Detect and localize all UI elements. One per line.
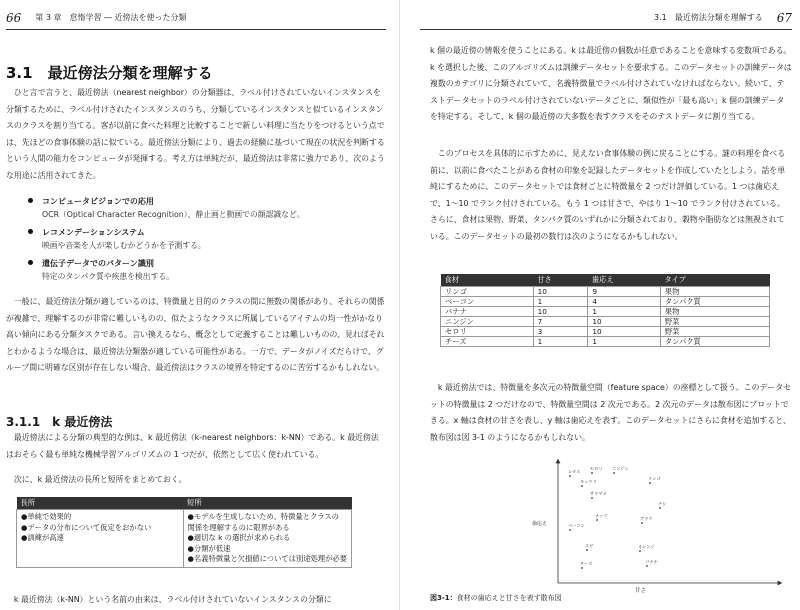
- caption-label: 図3-1：: [430, 594, 457, 602]
- bullet-desc: 映画や音楽を人が楽しむかどうかを予測する。: [42, 241, 206, 250]
- table-row: [441, 297, 770, 307]
- paragraph-3: k 最近傍法では、特徴量を多次元の特徴量空間（feature space）の座標として扱う。このデータセットの特徴量は 2 つだけなので、特徴量空間は 2 次元である。2 次元のデータは散布図にプロットできる。x 軸は食材の甘さを表し、y 軸は歯応えを表す。このデータセットにさらに食材を追加すると、散布図は図 3-1 のようになるかもしれない。: [430, 383, 792, 442]
- bottom-paragraph: k 最近傍法（k-NN）という名前の由来は、ラベル付けされていないインスタンスの分類に: [13, 595, 332, 604]
- scatter-point: [591, 472, 593, 474]
- pros-item: ●単純で効果的: [21, 512, 72, 521]
- scatter-point: [649, 482, 651, 484]
- scatter-point-label: ブドウ: [640, 516, 653, 521]
- table-cell: 3: [533, 327, 588, 337]
- general-paragraph: 一般に、最近傍法分類が適しているのは、特徴量と目的のクラスの間に無数の関係があり、それらの関係が複雑で、理解するのが非常に難しいものの、似たようなクラスに所属しているアイテムの均一性がかなり高い傾向にある分類タスクである。言い換えるなら、概念として定義することは難しいものの、見ればそれとわかるような場合は、最近傍法分類器が適している可能性がある。一方で、データがノイズだらけで、グループ間に明確な区別が存在しない場合、最近傍法はクラスの境界を特定するのに苦労するかもしれない。: [6, 297, 385, 373]
- pros-header: 長所: [17, 497, 184, 510]
- scatter-point-label: エビ: [585, 543, 594, 548]
- bullet-desc: 特定のタンパク質や疾患を検出する。: [42, 272, 174, 281]
- right-page: [400, 0, 800, 610]
- scatter-point: [591, 497, 593, 499]
- scatter-point-label: セロリ: [590, 466, 603, 471]
- table-cell: 10: [533, 307, 588, 317]
- list-item: [28, 257, 388, 284]
- table-cell: タンパク質: [660, 337, 769, 347]
- bullet-title: 遺伝子データでのパターン識別: [42, 259, 154, 268]
- table-cell: 野菜: [660, 317, 769, 327]
- table-row: [441, 287, 770, 297]
- right-header-text: 3.1 最近傍法分類を理解する: [653, 13, 763, 22]
- bullet-dot-icon: [28, 229, 33, 234]
- cons-header: 短所: [183, 497, 351, 510]
- table-cell: 9: [588, 287, 660, 297]
- bullet-desc: OCR（Optical Character Recognition）、静止画と動画での顔認識など。: [42, 210, 305, 219]
- right-page-number: 67: [776, 10, 792, 25]
- cons-cell: [183, 510, 351, 568]
- y-axis-label: 歯応え: [532, 521, 548, 527]
- scatter-point: [639, 550, 641, 552]
- table-row: [441, 317, 770, 327]
- bullet-title: コンピュータビジョンでの応用: [42, 197, 154, 206]
- table-header-cell: 甘さ: [533, 274, 588, 287]
- pros-cons-intro: 次に、k 最近傍法の長所と短所をまとめておく。: [13, 475, 187, 484]
- table-cell: 10: [588, 327, 660, 337]
- table-row: [441, 307, 770, 317]
- left-header-text: 第 3 章 怠惰学習 ― 近傍法を使った分類: [35, 13, 187, 22]
- table-cell: 果物: [660, 287, 769, 297]
- table-row: [441, 337, 770, 347]
- scatter-point: [659, 507, 661, 509]
- scatter-point-label: リンゴ: [648, 476, 661, 481]
- table-cell: セロリ: [441, 327, 534, 337]
- table-cell: ベーコン: [441, 297, 534, 307]
- scatter-point: [569, 529, 571, 531]
- caption-text: 食材の歯応えと甘さを表す散布図: [456, 594, 562, 602]
- table-header-cell: 歯応え: [588, 274, 660, 287]
- table-cell: バナナ: [441, 307, 534, 317]
- left-running-header: [6, 6, 386, 30]
- scatter-point: [569, 475, 571, 477]
- scatter-point: [596, 519, 598, 521]
- table-cell: 7: [533, 317, 588, 327]
- table-cell: ニンジン: [441, 317, 534, 327]
- left-page-number: 66: [6, 10, 22, 25]
- scatter-point-label: レタス: [568, 469, 581, 474]
- cons-item: ●適切な k の選択が求められる: [187, 533, 291, 543]
- x-axis-label: 甘さ: [635, 588, 647, 594]
- pros-item: ●データの分布について仮定をおかない: [21, 522, 152, 532]
- table-cell: チーズ: [441, 337, 534, 347]
- intro-paragraph: ひと言で言うと、最近傍法（nearest neighbor）の分類器は、ラベル付けされていないインスタンスを分類するために、ラベル付けされたインスタンスのうち、分類しているインスタンスと似ているインスタンスのクラスを割り当てる。客が以前に食べた料理と比較することで新しい料理に当たりをつけるという点では、先ほどの食事体験の話に似ている。最近傍法分類により、過去の経験に基づいて現在の状況を判断するという人間の能力をコンピュータが発揮する。考え方は単純だが、最近傍法は非常に強力であり、次のような用途に活用されてきた。: [6, 88, 385, 180]
- table-cell: 野菜: [660, 327, 769, 337]
- scatter-point: [581, 567, 583, 569]
- scatter-figure: [532, 455, 800, 595]
- table-cell: 4: [588, 297, 660, 307]
- bullet-dot-icon: [28, 198, 33, 203]
- table-cell: 1: [588, 307, 660, 317]
- scatter-point-label: ニンジン: [612, 466, 629, 471]
- scatter-point-label: キュウリ: [580, 479, 597, 484]
- bullet-dot-icon: [28, 260, 33, 265]
- scatter-point: [586, 549, 588, 551]
- table-cell: 1: [533, 297, 588, 307]
- scatter-plot: [532, 455, 800, 595]
- paragraph-2: このプロセスを具体的に示すために、見えない食事体験の例に戻ることにする。謎の料理を食べる前に、以前に食べたことがある食材の印象を記録したデータセットを作成していたとしよう。話を単純にするために、このデータセットでは食材ごとに特徴量を 2 つだけ評価している。1 つは歯応えで、1〜10 でランク付けされている。もう 1 つは甘さで、やはり 1〜10 でランク付けされている。さらに、食材は果物、野菜、タンパク質のいずれかに分類されており、穀物や脂肪などは無視されている。このデータセットの最初の数行は次のようになるかもしれない。: [430, 149, 786, 241]
- subsection-title: 3.1.1 k 最近傍法: [6, 415, 113, 429]
- cons-item: ●分類が低速: [187, 543, 231, 553]
- list-item: [28, 226, 388, 253]
- scatter-point: [581, 485, 583, 487]
- table-header-cell: タイプ: [660, 274, 769, 287]
- table-cell: タンパク質: [660, 297, 769, 307]
- list-item: [28, 195, 388, 222]
- paragraph-1: k 個の最近傍の情報を使うことにある。k は最近傍の個数が任意であることを意味する変数項である。k を選択した後、このアルゴリズムは訓練データセットを要求する。このデータセットの訓練データは複数のカテゴリに分類されていて、名義特徴量でラベル付けされていなければならない。続いて、テストデータセットのラベル付けされていないデータごとに、類似性が「最も高い」k 個の訓練データを特定する。そして、k 個の最近傍の大多数を表すクラスをそのテストデータに割り当てる。: [430, 46, 792, 122]
- scatter-point-label: サヤマメ: [590, 491, 607, 496]
- scatter-point-label: ベーコン: [568, 523, 585, 528]
- cons-item: ●モデルを生成しないため、特徴量とクラスの: [187, 512, 339, 521]
- table-cell: 10: [533, 287, 588, 297]
- section-title: 3.1 最近傍法分類を理解する: [6, 64, 213, 82]
- application-list: [28, 195, 388, 288]
- figure-caption: [430, 593, 562, 603]
- table-row: [441, 327, 770, 337]
- pros-cons-table: [16, 497, 352, 568]
- table-cell: 10: [588, 317, 660, 327]
- food-table: [440, 274, 770, 347]
- table-cell: 1: [588, 337, 660, 347]
- cons-item: 関係を理解するのに限界がある: [187, 522, 290, 532]
- right-running-header: [420, 6, 792, 30]
- scatter-point-label: ナッツ: [595, 513, 608, 518]
- scatter-point-label: オレンジ: [638, 544, 655, 549]
- scatter-point-label: ナシ: [658, 501, 667, 506]
- knn-paragraph: 最近傍法による分類の典型的な例は、k 最近傍法（k-nearest neighbors：k-NN）である。k 最近傍法はおそらく最も単純な機械学習アルゴリズムの 1 つだが、依然として広く使われている。: [6, 433, 379, 459]
- table-cell: 果物: [660, 307, 769, 317]
- scatter-point-label: チーズ: [580, 561, 593, 566]
- scatter-point: [613, 472, 615, 474]
- bullet-title: レコメンデーションシステム: [42, 228, 145, 237]
- scatter-point-label: バナナ: [645, 559, 658, 564]
- table-cell: リンゴ: [441, 287, 534, 297]
- table-header-cell: 食材: [441, 274, 534, 287]
- cons-item: ●名義特徴量と欠損値については別途処理が必要: [187, 554, 347, 564]
- pros-cell: [17, 510, 184, 568]
- pros-item: ●訓練が高速: [21, 533, 64, 543]
- scatter-point: [641, 522, 643, 524]
- table-cell: 1: [533, 337, 588, 347]
- scatter-point: [646, 565, 648, 567]
